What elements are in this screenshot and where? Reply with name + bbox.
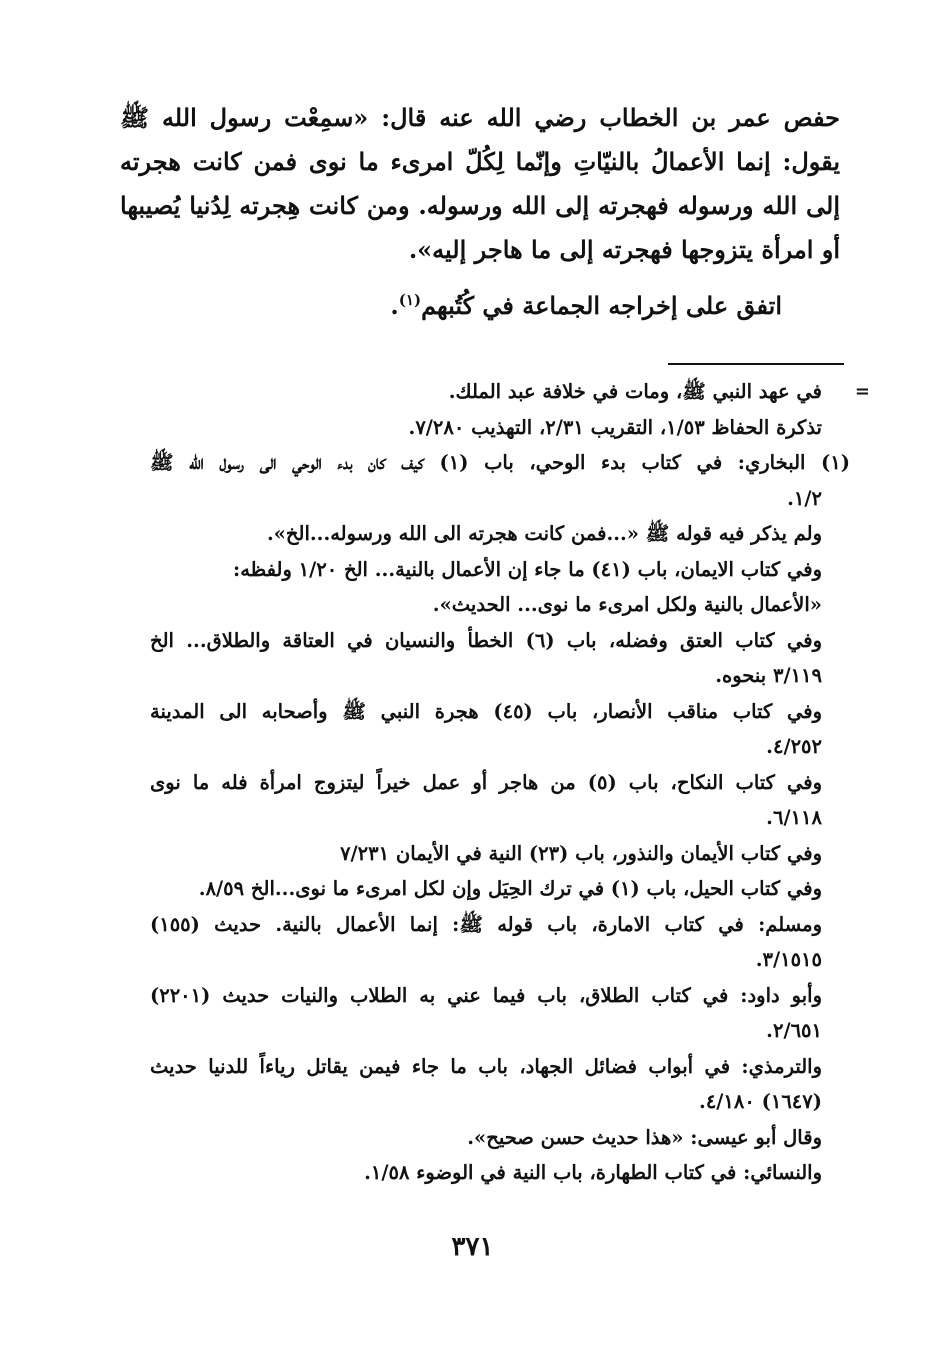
footnote-text: في عهد النبي ﷺ، ومات في خلافة عبد الملك. [448, 380, 822, 403]
footnote-line: ٣/١٥١٥. [755, 948, 822, 971]
footnote-line: وأبو داود: في كتاب الطلاق، باب فيما عني به الطلاب والنيات حديث (٢٢٠١) [150, 983, 822, 1007]
agreement-line [120, 284, 840, 328]
footnote-divider [668, 363, 844, 365]
footnote-line: ٤/٢٥٢. [766, 735, 822, 758]
footnote-marker: (١) [398, 291, 422, 309]
footnote-line: وفي كتاب الايمان، باب (٤١) ما جاء إن الأعمال بالنية... الخ ١/٢٠ ولفظه: [233, 557, 822, 581]
page-number: ٣٧١ [451, 1232, 494, 1262]
footnote-line: تذكرة الحفاظ ١/٥٣، التقريب ٢/٣١، التهذيب ٧/٢٨٠. [408, 415, 822, 439]
footnote-line: ٢/٦٥١. [766, 1019, 822, 1042]
footnote-line: ٦/١١٨. [766, 806, 822, 829]
footnote-line: والنسائي: في كتاب الطهارة، باب النية في الوضوء ١/٥٨. [364, 1161, 822, 1184]
footnote-line: وفي كتاب الأيمان والنذور، باب (٢٣) النية في الأيمان ٧/٢٣١ [340, 841, 822, 865]
agreement-end: . [390, 291, 399, 320]
footnote-line: وفي كتاب الحيل، باب (١) في ترك الحِيَل وإن لكل امرىء ما نوى...الخ ٨/٥٩. [198, 877, 822, 900]
footnote-line: (١) البخاري: في كتاب بدء الوحي، باب (١) كيف كان بدء الوحي الى رسول الله ﷺ [150, 451, 850, 474]
agreement-text: اتفق على إخراجه الجماعة في كُتُبهم [421, 291, 782, 320]
footnote-line: ٣/١١٩ بنحوه. [715, 664, 822, 687]
footnote-line: وفي كتاب العتق وفضله، باب (٦) الخطأ والنسيان في العتاقة والطلاق... الخ [150, 628, 823, 652]
footnote-line: ولم يذكر فيه قوله ﷺ «...فمن كانت هجرته الى الله ورسوله...الخ». [266, 522, 822, 545]
footnote-line [150, 374, 870, 410]
footnote-line: وفي كتاب مناقب الأنصار، باب (٤٥) هجرة النبي ﷺ وأصحابه الى المدينة [150, 699, 822, 723]
footnote-line: (١٦٤٧) ٤/١٨٠. [699, 1090, 822, 1113]
footnotes-block [150, 374, 870, 1191]
footnote-line: وقال أبو عيسى: «هذا حديث حسن صحيح». [467, 1125, 822, 1149]
footnote-line: وفي كتاب النكاح، باب (٥) من هاجر أو عمل خيراً ليتزوج امرأة فله ما نوى [150, 770, 822, 794]
footnote-line: ١/٢. [787, 486, 822, 510]
footnote-line: ومسلم: في كتاب الامارة، باب قوله ﷺ: إنما الأعمال بالنية. حديث (١٥٥) [150, 912, 822, 936]
hadith-paragraph: حفص عمر بن الخطاب رضي الله عنه قال: «سمِعْت رسول الله ﷺ يقول: إنما الأعمالُ بالنيّاتِ وإنّما لِكُلّ امرىء ما نوى فمن كانت هجرته إلى الله ورسوله فهجرته إلى الله ورسوله. ومن كانت هِجرته لِدُنيا يُصيبها أو امرأة يتزوجها فهجرته إلى ما هاجر إليه». [120, 103, 840, 264]
footnote-line: والترمذي: في أبواب فضائل الجهاد، باب ما جاء فيمن يقاتل رياءاً للدنيا حديث [150, 1054, 822, 1078]
footnote-line: «الأعمال بالنية ولكل امرىء ما نوى... الحديث». [432, 593, 822, 616]
main-text-block [120, 96, 840, 328]
continuation-mark: = [854, 381, 870, 402]
